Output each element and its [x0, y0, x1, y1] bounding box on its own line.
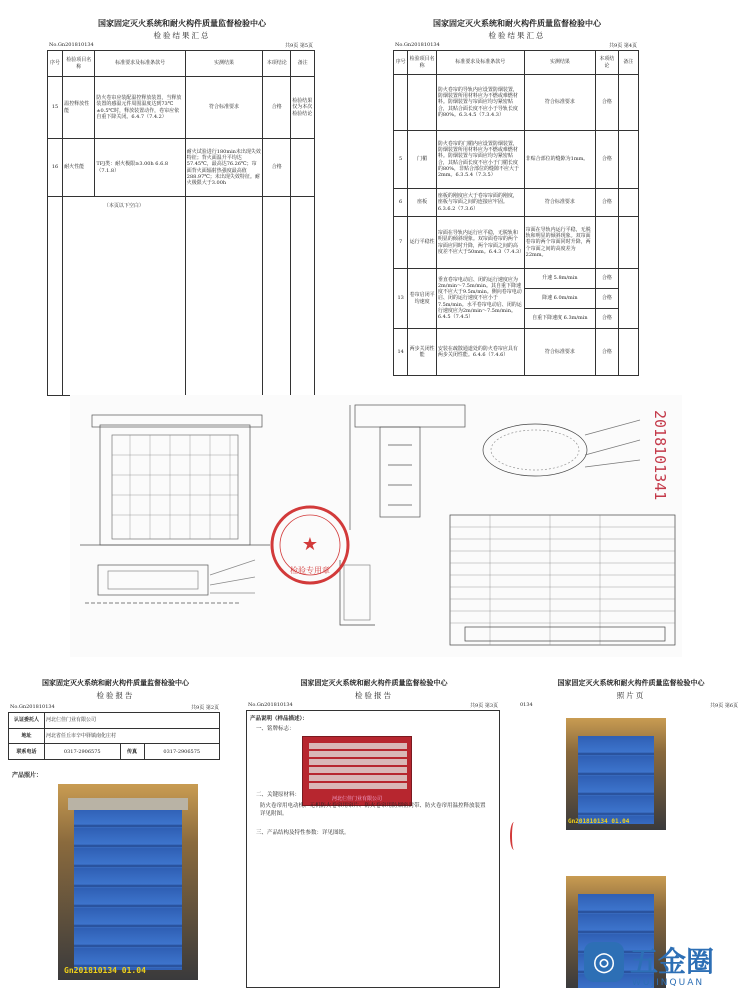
inspection-stamp: [272, 507, 348, 583]
row-result: 符合标准要求: [524, 75, 595, 131]
nameplate-image: [302, 736, 412, 806]
summary-page-4: [393, 8, 641, 378]
table-row: [394, 329, 639, 376]
col-header: 检验项目名称: [63, 51, 95, 77]
row-conclusion: 合格: [263, 139, 291, 197]
main-parts-text: 防火卷帘用电动机、无机防火卷帘用帘片、防火卷帘用防烟密封带、防火卷帘用温控释放装置详见附图。: [260, 803, 486, 818]
speed-gravity: 自重下降速度 6.3m/min: [524, 309, 595, 329]
row-item: 两步关闭性能: [408, 329, 437, 376]
row-conclusion: 合格: [596, 189, 618, 217]
client-table: [8, 712, 220, 760]
speed-up: 升速 5.8m/min: [524, 269, 595, 289]
table-row: [48, 77, 315, 139]
table-row: [48, 197, 315, 396]
col-header: 标准要求及标准条款号: [436, 51, 524, 75]
page-title: 检验结果汇总: [153, 31, 211, 40]
summary-page-5: [47, 8, 317, 398]
table-row: [394, 75, 639, 131]
page-count: 共9页 第3页: [470, 703, 498, 709]
row-item: 座板: [408, 189, 437, 217]
row-conclusion: 合格: [596, 289, 618, 309]
col-header: 序号: [394, 51, 408, 75]
row-item: 门楣: [408, 131, 437, 189]
technical-drawing: [70, 395, 682, 657]
page-org-header: 国家固定灭火系统和耐火构件质量监督检验中心: [98, 18, 266, 28]
row-item: 卷帘启闭平均速度: [408, 269, 437, 329]
row-requirement: 安装在疏散通道处的防火卷帘应具有两步关闭性能。6.4.6（7.4.6）: [436, 329, 524, 376]
structure-text: 三、产品结构及特性参数：详见图纸。: [256, 830, 350, 836]
row-requirement: 防火卷帘的门楣内应设置防烟装置，防烟装置所用材料应为不燃或难燃材料。防烟装置与帘面应均匀紧密贴合，其贴合面长度不应小于门楣长度的80%，非贴合部位的缝隙不应大于2mm。6.3.5.4（7.3.5）: [436, 131, 524, 189]
page-title: 照片页: [616, 691, 646, 700]
stamp-edge: [510, 822, 518, 850]
report-number: No.Gn201810134: [10, 704, 55, 710]
row-conclusion: 合格: [596, 131, 618, 189]
row-conclusion: 合格: [596, 269, 618, 289]
row-conclusion: 合格: [263, 77, 291, 139]
main-parts-label: 二、关键原材料：: [256, 792, 301, 798]
client-label: 认证委托人: [9, 713, 45, 729]
product-desc-label: 产品说明（样品描述）：: [250, 716, 308, 722]
table-row: [394, 189, 639, 217]
row-requirement: 防火卷帘的导轨内应设置防烟装置，防烟装置所用材料应为不燃或难燃材料。防烟装置与帘面应均匀紧密贴合，其贴合面长度不应小于导轨长度的80%。6.3.4.5（7.3.4.3）: [436, 75, 524, 131]
stamp-seal-text: 检验专用章: [290, 566, 330, 575]
row-no: 7: [394, 217, 408, 269]
photo-timestamp: Gn201810134 01.04: [64, 966, 146, 975]
side-section-top: [355, 405, 465, 427]
row-no: [394, 75, 408, 131]
row-requirement: 帘面在导轨内运行应平稳，无脱轨和明显的倾斜现象。双帘面卷帘的两个帘面应同时升降，两个帘面之间的高度差不应大于50mm。6.4.3（7.4.3）: [436, 217, 524, 269]
client-name: 河北仨佳门业有限公司: [45, 713, 220, 729]
logo-cn: 五金圈: [630, 945, 715, 978]
photo-timestamp: Gn201810134 01.04: [568, 818, 630, 825]
row-result: 非贴合部位的缝隙为1mm。: [524, 131, 595, 189]
client-fax: 0317-2906575: [144, 744, 220, 760]
page-count: 共9页 第4页: [609, 43, 637, 49]
fax-label: 传真: [120, 744, 144, 760]
nameplate-label: 一、铭牌标志：: [256, 726, 295, 732]
report-number: No.Gn201810134: [248, 702, 293, 708]
stamp-number: 2018101341: [651, 410, 669, 501]
report-page-client: [8, 672, 223, 992]
row-no: 15: [48, 77, 63, 139]
row-item: 运行平稳性: [408, 217, 437, 269]
row-requirement: 防火卷帘应装配温控释放装置，当释放装置的感温元件周围温度达到73℃±0.5℃时，释放装置动作，卷帘应依自重下降关闭。6.4.7（7.4.2）: [95, 77, 185, 139]
drawing-svg: [70, 395, 682, 657]
col-header: 本项结论: [596, 51, 618, 75]
page-title: 检验结果汇总: [488, 31, 546, 40]
col-header: 标准要求及标准条款号: [95, 51, 185, 77]
product-photo: [58, 784, 198, 980]
col-header: 本项结论: [263, 51, 291, 77]
row-no: 13: [394, 269, 408, 329]
row-result: 符合标准要求: [185, 77, 263, 139]
col-header: 检验项目名称: [408, 51, 437, 75]
row-requirement: TFJ类：耐火极限≥3.00h 6.6.8（7.1.8）: [95, 139, 185, 197]
page-count: 共9页 第5页: [285, 43, 313, 49]
row-requirement: 座板的刚度应大于卷帘帘面的刚度，座板与帘面之间的连接应牢固。6.3.6.2（7.3.6）: [436, 189, 524, 217]
row-requirement: 垂直卷帘电动启、闭的运行速度应为2m/min～7.5m/min。其自重下降速度不应大于9.5m/min。侧向卷帘电动启、闭的运行速度不应小于7.5m/min。水平卷帘电动启、闭的运行速度应为2m/min～7.5m/min。6.4.5（7.4.5）: [436, 269, 524, 329]
table-row: [394, 217, 639, 269]
col-header: 实测结果: [524, 51, 595, 75]
client-phone: 0317-2906575: [45, 744, 121, 760]
row-conclusion: 合格: [596, 329, 618, 376]
blank-note: （本页以下空白）: [63, 197, 186, 396]
page-org-header: 国家固定灭火系统和耐火构件质量监督检验中心: [433, 18, 601, 28]
logo-icon: ◎: [584, 942, 624, 982]
door-elevation: [100, 425, 250, 545]
col-header: 备注: [618, 51, 638, 75]
wujinquan-logo: [584, 940, 744, 996]
row-result: 帘面在导轨内运行平稳，无脱轨和明显的倾斜现象。双帘面卷帘的两个帘面同时升降，两个帘面之间的高度差为22mm。: [524, 217, 595, 269]
blue-door-curtain: [74, 808, 182, 970]
row-no: 14: [394, 329, 408, 376]
page-count: 共9页 第6页: [710, 703, 738, 709]
summary-table-right: [393, 50, 639, 376]
row-conclusion: 合格: [596, 75, 618, 131]
plan-view: [98, 565, 208, 595]
table-row: [394, 131, 639, 189]
report-number: No.Gn201810134: [49, 42, 94, 48]
page-count: 共9页 第2页: [191, 705, 219, 711]
row-result: 耐火试验进行180min未出现失效特征；背火面温升平均达57.45℃，最高达76.26℃；帘面背火面辐射热强度最高值288.97℃；未出现失效特征。耐火极限大于3.00h: [185, 139, 263, 197]
page-org-header: 国家固定灭火系统和耐火构件质量监督检验中心: [300, 678, 448, 687]
report-page-description: [246, 672, 502, 992]
row-result: 符合标准要求: [524, 189, 595, 217]
phone-label: 联系电话: [9, 744, 45, 760]
col-header: 实测结果: [185, 51, 263, 77]
page-org-header: 国家固定灭火系统和耐火构件质量监督检验中心: [42, 678, 189, 687]
row-no: 6: [394, 189, 408, 217]
photo-label: 产品照片：: [12, 772, 43, 779]
row-result: 符合标准要求: [524, 329, 595, 376]
page-title: 检验报告: [355, 691, 393, 700]
door-photo-1: [566, 718, 666, 830]
client-address: 河北省任丘市辛中驿镇南化庄村: [45, 728, 220, 744]
report-number: No.Gn201810134: [395, 42, 440, 48]
row-no: 16: [48, 139, 63, 197]
summary-table-left: [47, 50, 315, 396]
address-label: 地址: [9, 728, 45, 744]
table-row: [394, 269, 639, 289]
row-item: 耐火性能: [63, 139, 95, 197]
logo-en: WUJINQUAN: [632, 978, 705, 988]
row-note: [291, 139, 315, 197]
row-conclusion: [596, 217, 618, 269]
svg-text:★: ★: [301, 534, 319, 555]
speed-down: 降速 6.0m/min: [524, 289, 595, 309]
page-title: 检验报告: [96, 691, 135, 700]
row-note: 检验结果仅为本次检验结论: [291, 77, 315, 139]
row-conclusion: 合格: [596, 309, 618, 329]
title-block: [450, 515, 675, 645]
report-number-short: 0134: [520, 702, 533, 708]
row-no: 5: [394, 131, 408, 189]
seal-detail: [483, 424, 587, 476]
col-header: 备注: [291, 51, 315, 77]
page-org-header: 国家固定灭火系统和耐火构件质量监督检验中心: [557, 678, 705, 687]
row-item: [408, 75, 437, 131]
row-item: 温控释放性能: [63, 77, 95, 139]
col-header: 序号: [48, 51, 63, 77]
nameplate-footer: 河北仨佳门业有限公司: [331, 796, 382, 802]
table-row: [48, 139, 315, 197]
